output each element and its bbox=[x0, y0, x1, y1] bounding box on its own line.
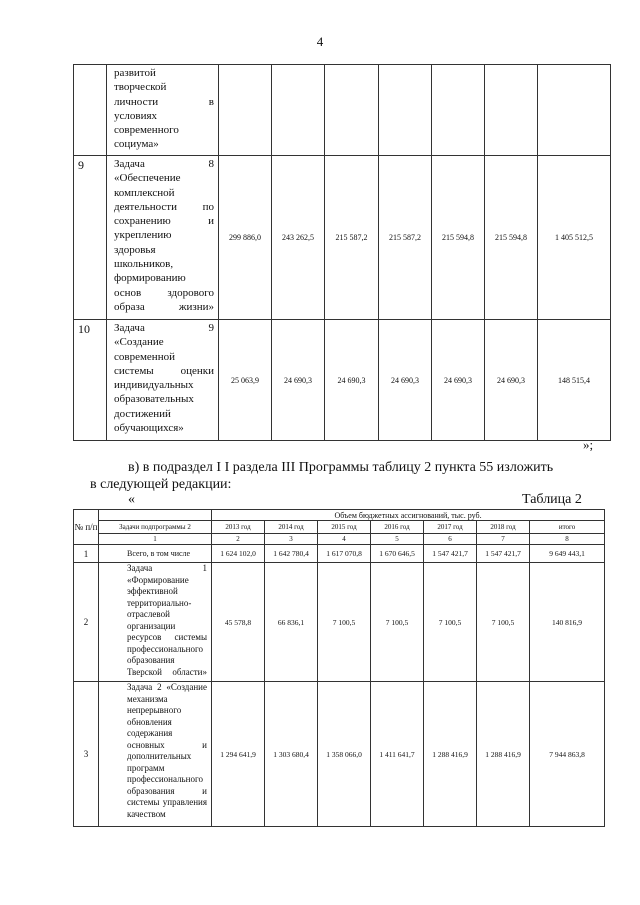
value-cell: 1 547 421,7 bbox=[477, 545, 530, 563]
table-2 bbox=[73, 509, 605, 827]
task-description bbox=[107, 320, 219, 441]
task-header-top bbox=[99, 510, 212, 521]
description-line: программ bbox=[127, 762, 165, 773]
value-cell: 1 303 680,4 bbox=[265, 682, 318, 827]
description-line: личности в bbox=[114, 95, 214, 108]
value-cell: 1 288 416,9 bbox=[477, 682, 530, 827]
description-line: сохранению и bbox=[114, 215, 214, 228]
value-cell: 1 670 646,5 bbox=[371, 545, 424, 563]
row-number: 2 bbox=[74, 563, 99, 682]
year-header: 2016 год bbox=[371, 521, 424, 534]
description-line: Задача 9 bbox=[114, 322, 214, 334]
description-line: организации bbox=[127, 620, 176, 631]
value-cell: 1 642 780,4 bbox=[265, 545, 318, 563]
description-line: социума» bbox=[114, 138, 159, 151]
description-line: индивидуальных bbox=[114, 379, 194, 392]
task-header: Задачи подпрограммы 2 bbox=[99, 521, 212, 534]
value-cell: 243 262,5 bbox=[272, 156, 325, 320]
description-line: эффективной bbox=[127, 586, 178, 596]
num-header: № п/п bbox=[74, 510, 99, 545]
table-row bbox=[74, 682, 605, 827]
header-row bbox=[74, 510, 605, 521]
description-line: профессионального bbox=[127, 643, 203, 654]
value-cell: 1 411 641,7 bbox=[371, 682, 424, 827]
value-cell bbox=[432, 65, 485, 156]
value-cell: 1 358 066,0 bbox=[318, 682, 371, 827]
description-line: содержания bbox=[127, 728, 173, 738]
page-number: 4 bbox=[316, 34, 324, 49]
table-row bbox=[74, 156, 611, 320]
value-cell: 1 624 102,0 bbox=[212, 545, 265, 563]
column-number: 6 bbox=[424, 534, 477, 545]
description-line: «Обеспечение bbox=[114, 172, 181, 185]
value-cell: 215 594,8 bbox=[432, 156, 485, 320]
description-line: достижений bbox=[114, 407, 171, 420]
table-row bbox=[74, 65, 611, 156]
paragraph-line-2: в следующей редакции: bbox=[90, 477, 232, 492]
table-label: Таблица 2 bbox=[522, 492, 582, 507]
value-cell: 1 547 421,7 bbox=[424, 545, 477, 563]
year-header: 2018 год bbox=[477, 521, 530, 534]
description-line: творческой bbox=[114, 81, 167, 94]
description-line: образа жизни» bbox=[114, 300, 214, 313]
description-line: качеством bbox=[127, 808, 166, 819]
description-line: условиях bbox=[114, 109, 158, 122]
paragraph-line-1: в) в подраздел I I раздела III Программы таблицу 2 пункта 55 изложить bbox=[128, 460, 554, 475]
description-line: системы управления bbox=[127, 797, 207, 807]
year-header: 2017 год bbox=[424, 521, 477, 534]
description-line: дополнительных bbox=[127, 751, 192, 761]
column-number: 4 bbox=[318, 534, 371, 545]
description-line: современного bbox=[114, 124, 179, 137]
description-line: образовательных bbox=[114, 393, 194, 406]
description-line: основ здорового bbox=[114, 286, 214, 299]
description-line: непрерывного bbox=[127, 705, 182, 715]
task-description bbox=[107, 156, 219, 320]
value-cell: 7 100,5 bbox=[318, 563, 371, 682]
description-line: образования bbox=[127, 655, 175, 665]
value-cell bbox=[379, 65, 432, 156]
description-line: основных и bbox=[127, 739, 207, 750]
column-number: 3 bbox=[265, 534, 318, 545]
row-number: 1 bbox=[74, 545, 99, 563]
value-cell: 24 690,3 bbox=[432, 320, 485, 441]
value-cell bbox=[485, 65, 538, 156]
value-cell: 7 100,5 bbox=[371, 563, 424, 682]
description-line: территориально- bbox=[127, 597, 192, 608]
task-description bbox=[99, 682, 212, 827]
description-line: укреплению bbox=[114, 229, 172, 242]
column-number: 8 bbox=[530, 534, 605, 545]
description-line: деятельности по bbox=[114, 200, 214, 213]
value-cell: 45 578,8 bbox=[212, 563, 265, 682]
description-line: Задача 1 bbox=[127, 563, 207, 573]
value-cell: 215 587,2 bbox=[325, 156, 379, 320]
row-number: 10 bbox=[74, 320, 107, 441]
description-line: обновления bbox=[127, 716, 172, 727]
description-line: профессионального bbox=[127, 774, 203, 784]
value-cell: 1 294 641,9 bbox=[212, 682, 265, 827]
row-label: Всего, в том числе bbox=[99, 545, 212, 563]
value-cell: 1 288 416,9 bbox=[424, 682, 477, 827]
description-line: системы оценки bbox=[114, 364, 214, 377]
value-cell: 25 063,9 bbox=[219, 320, 272, 441]
table-1 bbox=[73, 64, 611, 441]
description-line: развитой bbox=[114, 67, 156, 79]
value-cell: 140 816,9 bbox=[530, 563, 605, 682]
total-header: итого bbox=[530, 521, 605, 534]
table-row bbox=[74, 545, 605, 563]
value-cell bbox=[325, 65, 379, 156]
year-header: 2013 год bbox=[212, 521, 265, 534]
value-cell bbox=[219, 65, 272, 156]
description-line: Задача 2 «Создание bbox=[127, 682, 207, 692]
description-line: Тверской области» bbox=[127, 666, 207, 677]
row-number: 3 bbox=[74, 682, 99, 827]
task-description bbox=[107, 65, 219, 156]
value-cell: 24 690,3 bbox=[325, 320, 379, 441]
value-cell: 24 690,3 bbox=[272, 320, 325, 441]
description-line: «Формирование bbox=[127, 574, 189, 585]
table-row bbox=[74, 563, 605, 682]
value-cell: 1 405 512,5 bbox=[538, 156, 611, 320]
description-line: механизма bbox=[127, 693, 168, 704]
column-number-row bbox=[74, 534, 605, 545]
task-description bbox=[99, 563, 212, 682]
column-number: 7 bbox=[477, 534, 530, 545]
description-line: «Создание bbox=[114, 336, 164, 349]
column-number: 1 bbox=[99, 534, 212, 545]
value-cell bbox=[272, 65, 325, 156]
description-line: комплексной bbox=[114, 186, 175, 199]
row-number: 9 bbox=[74, 156, 107, 320]
description-line: формированию bbox=[114, 272, 186, 285]
description-line: школьников, bbox=[114, 258, 174, 271]
value-cell: 148 515,4 bbox=[538, 320, 611, 441]
value-cell: 215 594,8 bbox=[485, 156, 538, 320]
value-cell: 215 587,2 bbox=[379, 156, 432, 320]
description-line: отраслевой bbox=[127, 609, 170, 619]
value-cell bbox=[538, 65, 611, 156]
value-cell: 9 649 443,1 bbox=[530, 545, 605, 563]
table-row bbox=[74, 320, 611, 441]
description-line: Задача 8 bbox=[114, 158, 214, 170]
column-number: 2 bbox=[212, 534, 265, 545]
description-line: ресурсов системы bbox=[127, 632, 207, 642]
value-cell: 1 617 070,8 bbox=[318, 545, 371, 563]
budget-header: Объем бюджетных ассигнований, тыс. руб. bbox=[212, 510, 605, 521]
column-number: 5 bbox=[371, 534, 424, 545]
value-cell: 24 690,3 bbox=[379, 320, 432, 441]
header-row bbox=[74, 521, 605, 534]
closing-quote: »; bbox=[583, 437, 594, 452]
description-line: обучающихся» bbox=[114, 422, 184, 435]
open-quote: « bbox=[128, 492, 135, 507]
value-cell: 66 836,1 bbox=[265, 563, 318, 682]
value-cell: 7 944 863,8 bbox=[530, 682, 605, 827]
year-header: 2015 год bbox=[318, 521, 371, 534]
value-cell: 7 100,5 bbox=[477, 563, 530, 682]
value-cell: 299 886,0 bbox=[219, 156, 272, 320]
description-line: здоровья bbox=[114, 243, 156, 256]
description-line: современной bbox=[114, 350, 175, 363]
value-cell: 24 690,3 bbox=[485, 320, 538, 441]
row-number bbox=[74, 65, 107, 156]
value-cell: 7 100,5 bbox=[424, 563, 477, 682]
description-line: образования и bbox=[127, 785, 207, 796]
year-header: 2014 год bbox=[265, 521, 318, 534]
